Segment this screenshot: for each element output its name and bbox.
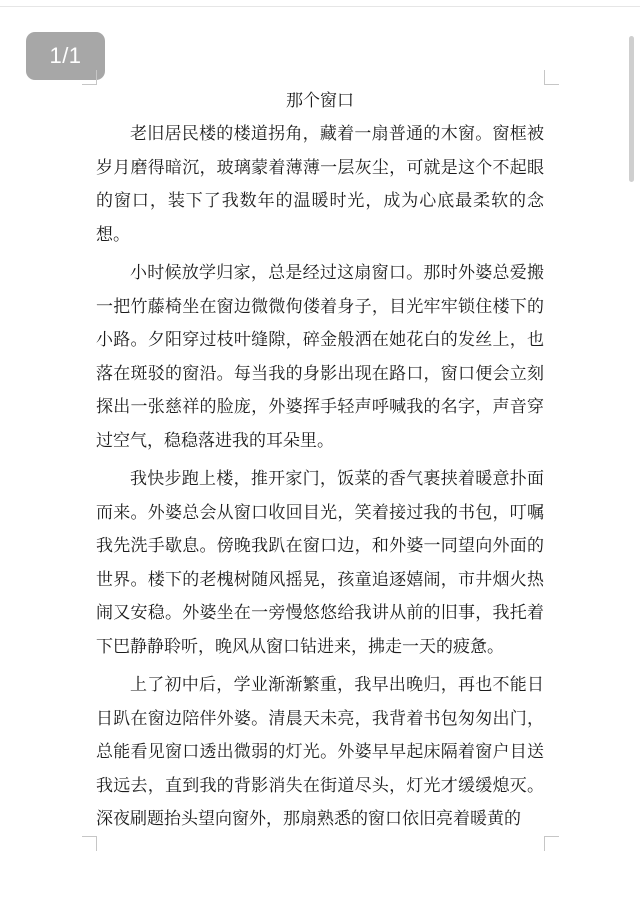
- paragraph: 小时候放学归家，总是经过这扇窗口。那时外婆总爱搬一把竹藤椅坐在窗边微微佝偻着身子，目光牢牢锁住楼下的小路。夕阳穿过枝叶缝隙，碎金般洒在她花白的发丝上，也落在斑驳的窗沿。每当我的身影出现在路口，窗口便会立刻探出一张慈祥的脸庞，外婆挥手轻声呼喊我的名字，声音穿过空气，稳稳落进我的耳朵里。: [96, 263, 544, 451]
- paragraph: 老旧居民楼的楼道拐角，藏着一扇普通的木窗。窗框被岁月磨得暗沉，玻璃蒙着薄薄一层灰尘，可就是这个不起眼的窗口，装下了我数年的温暖时光，成为心底最柔软的念想。: [96, 124, 544, 245]
- margin-corner-top-left: [82, 70, 97, 85]
- top-divider: [0, 6, 640, 7]
- margin-corner-top-right: [544, 70, 559, 85]
- document-body: [96, 86, 544, 837]
- document-title: 那个窗口: [286, 91, 354, 111]
- margin-corner-bottom-right: [544, 836, 559, 851]
- vertical-scrollbar[interactable]: [629, 36, 634, 182]
- page-indicator-badge: 1/1: [26, 32, 105, 80]
- margin-corner-bottom-left: [82, 836, 97, 851]
- paragraph: 上了初中后，学业渐渐繁重，我早出晚归，再也不能日日趴在窗边陪伴外婆。清晨天未亮，我背着书包匆匆出门，总能看见窗口透出微弱的灯光。外婆早早起床隔着窗户目送我远去，直到我的背影消失在街道尽头，灯光才缓缓熄灭。深夜刷题抬头望向窗外，那扇熟悉的窗口依旧亮着暖黄的: [96, 675, 544, 829]
- paragraph: 我快步跑上楼，推开家门，饭菜的香气裹挟着暖意扑面而来。外婆总会从窗口收回目光，笑着接过我的书包，叮嘱我先洗手歇息。傍晚我趴在窗口边，和外婆一同望向外面的世界。楼下的老槐树随风摇晃，孩童追逐嬉闹，市井烟火热闹又安稳。外婆坐在一旁慢悠悠给我讲从前的旧事，我托着下巴静静聆听，晚风从窗口钻进来，拂走一天的疲惫。: [96, 469, 544, 657]
